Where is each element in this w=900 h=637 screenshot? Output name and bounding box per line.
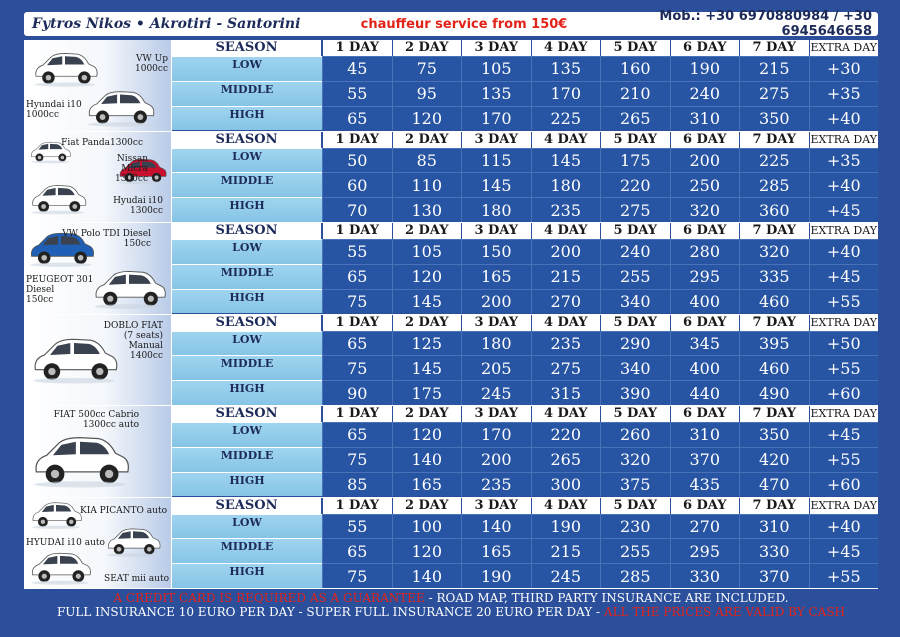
car-image <box>28 432 132 490</box>
day-header: 3 DAY <box>461 223 531 239</box>
day-header: 4 DAY <box>531 498 601 514</box>
price-cell: 255 <box>600 264 670 289</box>
price-cell: +40 <box>809 514 879 539</box>
price-cell: 165 <box>392 472 462 497</box>
season-label: MIDDLE <box>172 447 322 472</box>
price-cell: 65 <box>322 422 392 447</box>
price-cell: 370 <box>670 447 740 472</box>
day-header: 6 DAY <box>670 40 740 56</box>
insurance-prices-note: FULL INSURANCE 10 EURO PER DAY - SUPER FULL INSURANCE 20 EURO PER DAY - <box>56 605 604 619</box>
day-header: 6 DAY <box>670 315 740 331</box>
day-header: 3 DAY <box>461 406 531 422</box>
day-header: 6 DAY <box>670 223 740 239</box>
day-header: 6 DAY <box>670 406 740 422</box>
price-cell: 285 <box>600 563 670 588</box>
car-model-label: SEAT mii auto <box>104 573 169 584</box>
car-model-label: FIAT 500cc Cabrio 1300cc auto <box>53 410 139 430</box>
price-cell: 460 <box>739 289 809 314</box>
day-header: 1 DAY <box>322 40 392 56</box>
insurance-included-note: - ROAD MAP, THIRD PARTY INSURANCE ARE INCLUDED. <box>424 591 789 605</box>
price-cell: 170 <box>461 422 531 447</box>
price-cell: +30 <box>809 56 879 81</box>
car-image <box>26 550 94 586</box>
price-cell: 370 <box>739 563 809 588</box>
price-cell: 130 <box>392 197 462 222</box>
price-cell: 190 <box>670 56 740 81</box>
price-cell: 125 <box>392 331 462 356</box>
price-cell: 145 <box>531 148 601 173</box>
price-cell: 330 <box>670 563 740 588</box>
price-cell: 315 <box>531 380 601 405</box>
car-image <box>30 50 100 88</box>
extra-day-header: EXTRA DAY <box>810 224 877 237</box>
price-cell: 320 <box>600 447 670 472</box>
day-header: 7 DAY <box>739 406 809 422</box>
price-row <box>322 355 878 380</box>
price-cell: +45 <box>809 422 879 447</box>
price-row <box>322 447 878 472</box>
price-cell: 290 <box>600 331 670 356</box>
price-cell: 275 <box>531 355 601 380</box>
day-header: 5 DAY <box>600 132 670 148</box>
price-cell: 200 <box>531 239 601 264</box>
car-model-label: KIA PICANTO auto <box>80 505 167 516</box>
season-column <box>172 40 322 131</box>
extra-day-header: EXTRA DAY <box>810 132 877 146</box>
price-cell: 245 <box>461 380 531 405</box>
price-cell: +40 <box>809 172 879 197</box>
season-label: LOW <box>172 331 322 356</box>
price-cell: 90 <box>322 380 392 405</box>
price-cell: 295 <box>670 538 740 563</box>
price-cell: 300 <box>531 472 601 497</box>
price-cell: 200 <box>461 289 531 314</box>
price-cell: 225 <box>531 106 601 131</box>
season-column <box>172 223 322 314</box>
price-cell: 220 <box>531 422 601 447</box>
day-header: 5 DAY <box>600 223 670 239</box>
day-header: 4 DAY <box>531 132 601 148</box>
price-cell: 145 <box>392 289 462 314</box>
price-cell: +45 <box>809 197 879 222</box>
car-model-label: VW Up 1000cc <box>135 54 168 74</box>
day-header: 3 DAY <box>461 40 531 56</box>
price-cell: 230 <box>600 514 670 539</box>
day-header: 1 DAY <box>322 406 392 422</box>
price-cell: 265 <box>531 447 601 472</box>
car-model-label: Nissan Micra 1300cc <box>115 153 148 184</box>
footer-line-2 <box>24 605 878 619</box>
price-cell: 280 <box>670 239 740 264</box>
day-header: 4 DAY <box>531 315 601 331</box>
price-cell: 115 <box>461 148 531 173</box>
season-label: HIGH <box>172 380 322 405</box>
price-cell: 320 <box>670 197 740 222</box>
day-header: 7 DAY <box>739 223 809 239</box>
car-model-label: DOBLO FIAT (7 seats) Manual 1400cc <box>103 320 163 361</box>
car-model-label: Hyundai i10 1000cc <box>26 100 82 120</box>
price-grid <box>322 132 878 223</box>
price-cell: 85 <box>392 148 462 173</box>
price-cell: 75 <box>322 563 392 588</box>
price-cell: +40 <box>809 239 879 264</box>
price-cell: 210 <box>600 81 670 106</box>
price-cell: +55 <box>809 355 879 380</box>
price-row <box>322 289 878 314</box>
price-cell: 275 <box>600 197 670 222</box>
price-cell: 55 <box>322 81 392 106</box>
price-cell: 205 <box>461 355 531 380</box>
price-row <box>322 264 878 289</box>
price-row <box>322 472 878 497</box>
price-cell: 65 <box>322 538 392 563</box>
price-table <box>24 40 878 589</box>
price-grid <box>322 223 878 314</box>
day-header-row <box>322 406 878 422</box>
price-cell: 200 <box>461 447 531 472</box>
car-images-panel <box>24 132 172 223</box>
day-header-row <box>322 315 878 331</box>
price-cell: 435 <box>670 472 740 497</box>
price-cell: 240 <box>670 81 740 106</box>
day-header-row <box>322 223 878 239</box>
price-cell: 350 <box>739 422 809 447</box>
day-header: 7 DAY <box>739 132 809 148</box>
car-image <box>90 267 168 311</box>
price-cell: 135 <box>531 56 601 81</box>
day-header: 3 DAY <box>461 315 531 331</box>
price-cell: 65 <box>322 264 392 289</box>
price-cell: 55 <box>322 239 392 264</box>
price-cell: 235 <box>531 331 601 356</box>
car-image <box>28 182 88 216</box>
price-cell: 75 <box>322 447 392 472</box>
day-header: 3 DAY <box>461 498 531 514</box>
price-cell: 470 <box>739 472 809 497</box>
price-row <box>322 172 878 197</box>
season-label: HIGH <box>172 289 322 314</box>
season-header: SEASON <box>172 498 322 514</box>
season-column <box>172 406 322 497</box>
car-group-2 <box>24 132 878 224</box>
price-row <box>322 56 878 81</box>
price-cell: 310 <box>739 514 809 539</box>
price-cell: 145 <box>392 355 462 380</box>
car-images-panel <box>24 498 172 589</box>
season-label: HIGH <box>172 472 322 497</box>
price-cell: 170 <box>531 81 601 106</box>
price-cell: 65 <box>322 106 392 131</box>
price-row <box>322 563 878 588</box>
price-row <box>322 514 878 539</box>
price-cell: 150 <box>461 239 531 264</box>
day-header: 4 DAY <box>531 40 601 56</box>
car-group-1 <box>24 40 878 132</box>
phone-numbers: Mob.: +30 6970880984 / +30 6945646658 <box>659 9 872 39</box>
price-row <box>322 538 878 563</box>
day-header: 5 DAY <box>600 406 670 422</box>
season-label: HIGH <box>172 106 322 131</box>
price-cell: +60 <box>809 380 879 405</box>
day-header: 2 DAY <box>392 406 462 422</box>
price-cell: 105 <box>461 56 531 81</box>
price-cell: 250 <box>670 172 740 197</box>
price-cell: +45 <box>809 264 879 289</box>
price-row <box>322 239 878 264</box>
price-cell: 65 <box>322 331 392 356</box>
season-label: LOW <box>172 56 322 81</box>
price-cell: 240 <box>600 239 670 264</box>
price-cell: 360 <box>739 197 809 222</box>
footer-line-1 <box>24 591 878 605</box>
season-label: LOW <box>172 148 322 173</box>
price-cell: +35 <box>809 148 879 173</box>
price-cell: +60 <box>809 472 879 497</box>
price-cell: 140 <box>392 447 462 472</box>
season-label: MIDDLE <box>172 538 322 563</box>
season-header: SEASON <box>172 223 322 239</box>
price-cell: 75 <box>392 56 462 81</box>
price-cell: 420 <box>739 447 809 472</box>
season-header: SEASON <box>172 132 322 148</box>
day-header: 4 DAY <box>531 406 601 422</box>
price-row <box>322 380 878 405</box>
price-cell: 120 <box>392 538 462 563</box>
price-row <box>322 81 878 106</box>
price-cell: 270 <box>670 514 740 539</box>
price-grid <box>322 40 878 131</box>
price-cell: 245 <box>531 563 601 588</box>
price-cell: 340 <box>600 355 670 380</box>
day-header: 1 DAY <box>322 132 392 148</box>
price-row <box>322 197 878 222</box>
season-label: MIDDLE <box>172 172 322 197</box>
day-header: 1 DAY <box>322 498 392 514</box>
price-cell: 395 <box>739 331 809 356</box>
season-header: SEASON <box>172 406 322 422</box>
price-row <box>322 148 878 173</box>
day-header: 4 DAY <box>531 223 601 239</box>
car-group-5 <box>24 406 878 498</box>
day-header: 2 DAY <box>392 498 462 514</box>
price-cell: 75 <box>322 355 392 380</box>
price-cell: 375 <box>600 472 670 497</box>
season-header: SEASON <box>172 315 322 331</box>
season-column <box>172 315 322 406</box>
price-cell: 295 <box>670 264 740 289</box>
header-bar <box>24 9 878 39</box>
car-images-panel <box>24 406 172 497</box>
season-label: HIGH <box>172 197 322 222</box>
season-label: LOW <box>172 422 322 447</box>
season-column <box>172 498 322 589</box>
season-label: MIDDLE <box>172 81 322 106</box>
car-model-label: PEUGEOT 301 Diesel 150cc <box>26 275 94 305</box>
price-cell: 235 <box>531 197 601 222</box>
price-cell: 400 <box>670 289 740 314</box>
price-cell: 260 <box>600 422 670 447</box>
credit-card-note: A CREDIT CARD IS REQUIRED AS A GUARANTEE <box>113 591 425 605</box>
price-cell: 440 <box>670 380 740 405</box>
price-cell: 140 <box>461 514 531 539</box>
day-header: 1 DAY <box>322 315 392 331</box>
day-header-row <box>322 498 878 514</box>
price-cell: 390 <box>600 380 670 405</box>
car-images-panel <box>24 223 172 314</box>
price-cell: 190 <box>531 514 601 539</box>
day-header: 7 DAY <box>739 498 809 514</box>
day-header-row <box>322 132 878 148</box>
footer-notes <box>24 591 878 619</box>
day-header: 2 DAY <box>392 40 462 56</box>
extra-day-header: EXTRA DAY <box>810 41 877 54</box>
extra-day-header: EXTRA DAY <box>810 407 877 420</box>
car-group-4 <box>24 315 878 407</box>
extra-day-header: EXTRA DAY <box>810 498 877 512</box>
price-cell: 180 <box>461 331 531 356</box>
price-cell: 120 <box>392 106 462 131</box>
day-header: 5 DAY <box>600 40 670 56</box>
season-label: MIDDLE <box>172 264 322 289</box>
price-cell: 190 <box>461 563 531 588</box>
price-grid <box>322 406 878 497</box>
price-cell: 215 <box>739 56 809 81</box>
season-label: MIDDLE <box>172 355 322 380</box>
price-cell: 255 <box>600 538 670 563</box>
season-label: LOW <box>172 239 322 264</box>
price-cell: +55 <box>809 447 879 472</box>
price-grid <box>322 315 878 406</box>
season-header: SEASON <box>172 40 322 56</box>
price-cell: 180 <box>531 172 601 197</box>
price-cell: 265 <box>600 106 670 131</box>
season-label: HIGH <box>172 563 322 588</box>
price-cell: 180 <box>461 197 531 222</box>
price-cell: 235 <box>461 472 531 497</box>
season-label: LOW <box>172 514 322 539</box>
price-cell: 160 <box>600 56 670 81</box>
price-cell: 50 <box>322 148 392 173</box>
price-cell: 220 <box>600 172 670 197</box>
car-model-label: Hyudai i10 1300cc <box>113 195 163 216</box>
day-header: 3 DAY <box>461 132 531 148</box>
day-header: 2 DAY <box>392 223 462 239</box>
day-header: 7 DAY <box>739 315 809 331</box>
day-header: 7 DAY <box>739 40 809 56</box>
price-row <box>322 422 878 447</box>
car-group-6 <box>24 498 878 590</box>
price-cell: 145 <box>461 172 531 197</box>
season-column <box>172 132 322 223</box>
price-cell: 165 <box>461 538 531 563</box>
price-cell: 70 <box>322 197 392 222</box>
day-header: 6 DAY <box>670 132 740 148</box>
price-cell: 120 <box>392 422 462 447</box>
price-cell: 135 <box>461 81 531 106</box>
day-header: 2 DAY <box>392 132 462 148</box>
price-cell: +35 <box>809 81 879 106</box>
price-cell: 140 <box>392 563 462 588</box>
price-cell: 175 <box>600 148 670 173</box>
price-cell: 100 <box>392 514 462 539</box>
car-image <box>79 88 161 128</box>
day-header: 5 DAY <box>600 315 670 331</box>
price-cell: 400 <box>670 355 740 380</box>
price-cell: 110 <box>392 172 462 197</box>
price-cell: +50 <box>809 331 879 356</box>
price-cell: 215 <box>531 264 601 289</box>
price-cell: 310 <box>670 106 740 131</box>
price-cell: 460 <box>739 355 809 380</box>
price-cell: 330 <box>739 538 809 563</box>
price-cell: 55 <box>322 514 392 539</box>
cash-note: ALL THE PRICES ARE VALID BY CASH <box>603 605 846 619</box>
day-header-row <box>322 40 878 56</box>
price-cell: 225 <box>739 148 809 173</box>
day-header: 2 DAY <box>392 315 462 331</box>
price-cell: 215 <box>531 538 601 563</box>
price-cell: +55 <box>809 289 879 314</box>
price-cell: 105 <box>392 239 462 264</box>
price-cell: 85 <box>322 472 392 497</box>
price-cell: 350 <box>739 106 809 131</box>
extra-day-header: EXTRA DAY <box>810 315 877 329</box>
price-cell: 95 <box>392 81 462 106</box>
day-header: 6 DAY <box>670 498 740 514</box>
price-cell: 275 <box>739 81 809 106</box>
price-cell: 175 <box>392 380 462 405</box>
price-cell: 120 <box>392 264 462 289</box>
price-cell: 75 <box>322 289 392 314</box>
car-images-panel <box>24 40 172 131</box>
price-grid <box>322 498 878 589</box>
price-cell: 285 <box>739 172 809 197</box>
company-title: Fytros Nikos • Akrotiri - Santorini <box>32 16 301 32</box>
car-model-label: HYUDAI i10 auto <box>26 537 105 548</box>
price-cell: +45 <box>809 538 879 563</box>
price-cell: 165 <box>461 264 531 289</box>
price-row <box>322 331 878 356</box>
car-model-label: Fiat Panda1300cc <box>61 137 143 148</box>
price-cell: 335 <box>739 264 809 289</box>
car-images-panel <box>24 315 172 406</box>
price-cell: 45 <box>322 56 392 81</box>
price-cell: +55 <box>809 563 879 588</box>
car-group-3 <box>24 223 878 315</box>
chauffeur-service: chauffeur service from 150€ <box>360 16 568 32</box>
price-row <box>322 106 878 131</box>
price-cell: +40 <box>809 106 879 131</box>
day-header: 1 DAY <box>322 223 392 239</box>
car-image <box>98 526 168 558</box>
price-cell: 200 <box>670 148 740 173</box>
price-cell: 170 <box>461 106 531 131</box>
price-cell: 490 <box>739 380 809 405</box>
price-cell: 340 <box>600 289 670 314</box>
car-model-label: VW Polo TDI Diesel 150cc <box>62 229 151 249</box>
price-cell: 320 <box>739 239 809 264</box>
price-cell: 345 <box>670 331 740 356</box>
day-header: 5 DAY <box>600 498 670 514</box>
price-cell: 60 <box>322 172 392 197</box>
car-image <box>26 500 86 530</box>
price-cell: 310 <box>670 422 740 447</box>
price-cell: 270 <box>531 289 601 314</box>
